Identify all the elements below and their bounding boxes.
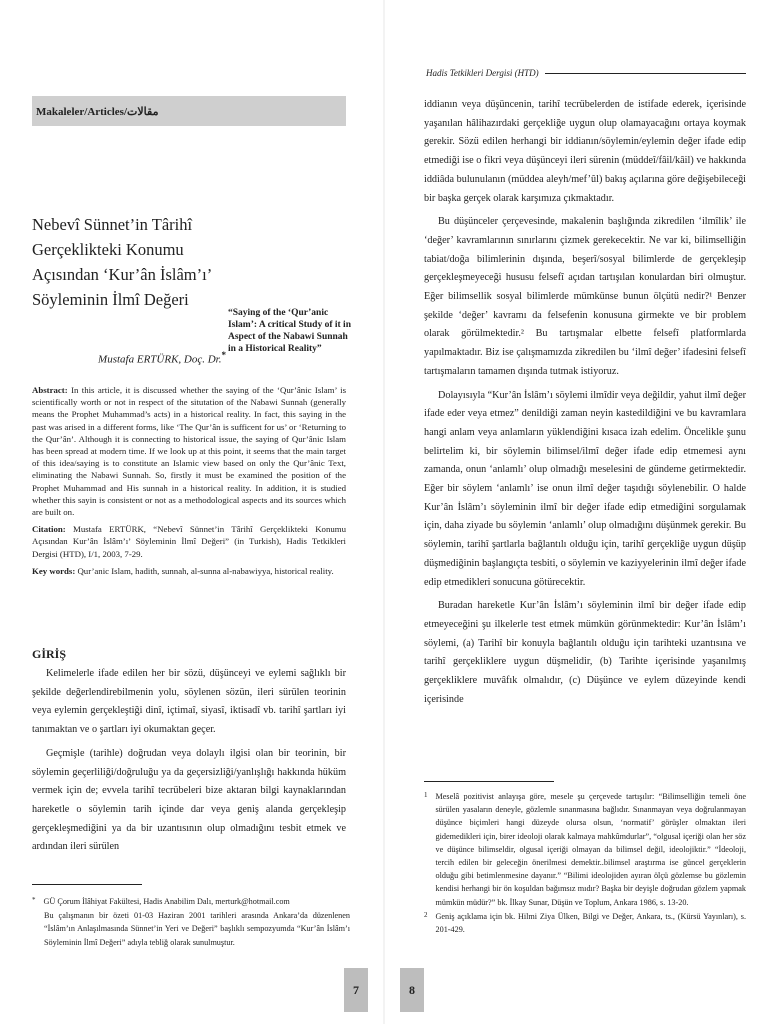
title-line: Gerçeklikteki Konumu xyxy=(32,240,184,259)
section-heading: GİRİŞ xyxy=(32,647,67,661)
footnote-item xyxy=(424,910,746,936)
footnote-mark: 2 xyxy=(424,910,428,919)
abstract-block xyxy=(32,384,346,582)
page-number: 7 xyxy=(344,968,368,1012)
citation-text: Mustafa ERTÜRK, “Nebevî Sünnet’in Târihî Gerçeklikteki Konumu Açısından Kur’ân İslâm’ı’ Söyleminin İlmî Değeri” (in Turkish), Hadis Tetkikleri Dergisi (HTD), I/1, 2003, 7-29. xyxy=(32,524,346,559)
author xyxy=(96,350,226,366)
header-rule xyxy=(545,73,746,74)
abstract-label: Abstract: xyxy=(32,385,68,395)
citation xyxy=(32,523,346,560)
keywords-label: Key words: xyxy=(32,565,76,576)
footnote-mark: * xyxy=(32,896,36,904)
keywords-text: Qur’anic Islam, hadith, sunnah, al-sunna al-nabawiyya, historical reality. xyxy=(77,565,334,576)
paragraph: iddianın veya düşüncenin, tarihî tecrübelerden de istifade ederek, içerisinde yaşanılan hâlihazırdaki gerçekliğe uygun olup olamayacağını ortaya koymak gerekir. Sözü edilen herhangi bir iddianın/söylemin/eylemin değer ifade edip etmediği ise o fikri veya düşünceyi ileri sürenin (müddeî/fâil/kâil) ve hakkında iddiâda bulunulanın (müddea aleyh/mef’ûl) bakış açılarına göre değişebileceği bir başka gerçek olarak karşımıza çıkmaktadır. xyxy=(424,99,746,204)
paragraph: Geçmişle (tarihle) doğrudan veya dolaylı ilgisi olan bir teorinin, bir söylemin geçerliliği/doğruluğu ya da geçersizliği/yanlışlığı hakkında hüküm vermek için de; evvela tarihî tecrübeleri bize aktaran bilgi kaynaklarından hareketle o söylemin tarih içinde dar veya geniş alanda gerçekleşip gerçekleşmediğini ya da bir uzantısının olup olmadığını tesbit etmek ve ardından ileri sürülen xyxy=(32,747,346,853)
abstract-text: In this article, it is discussed whether the saying of the ‘Qur’ânic Islam’ is scientifically worth or not in respect of the situtation of the Nabawi Sunnah (generally means the Prophet Muhammad’s acts) in a historical reality. In fact, this saying in the past was arised in a different forms, like ‘The Qur’ân is sufficent for us’ or ‘Returning to the Qur’ân’. Although it is connecting to historical issue, the saying of Qur’ânic Islam has been spread at modern time. If we look up at this point, it seems that the main target of this idea/saying is to constitute an Islamic view based on only the Qur’ânic Text, eliminating the Nabawi Sunnah. So, firstly it must be examined the position of the Prophet Muhammad and His sunnah in a historical reality. In addition, it is studied whether this sayin is consistent or not as a methodological aspects and its sources which are built on. xyxy=(32,385,347,518)
author-name: Mustafa ERTÜRK, Doç. Dr. xyxy=(98,353,222,366)
section-label: Makaleler/Articles/مقالات xyxy=(32,96,346,126)
footnote-text: Geniş açıklama için bk. Hilmi Ziya Ülken, Bilgi ve Değer, Ankara, ts., (Kürsü Yayınları), s. 201-429. xyxy=(435,911,746,935)
body-text xyxy=(424,96,746,715)
article-title xyxy=(32,212,232,312)
paragraph: Buradan hareketle Kur’ân İslâm’ı söyleminin ilmî bir değer ifade edip etmeyeceğini şu ilkelerle test etmek mümkün görünmektedir: Kur’ân İslâm’ı söylemi, (a) Tarihî bir konuyla bağlantılı olduğu için tarihteki uzantısına ve tarihî gerçekliklere uygun düşmelidir, (b) Tarihte içerisinde yaşanılmış gerçekliklere muvâfık olmalıdır, (c) Düşünce ve eylem düzeyinde kendi içerisinde xyxy=(424,600,746,705)
footnote-text: Meselâ pozitivist anlayışa göre, mesele şu çerçevede tartışılır: “Bilimselliğin temeli öne sürülen yasaların deneyle, gözlemle sınanmasına bağlıdır. Sınanmayan veya doğrulanmayan düşünce biçimleri hangi düzeyde olursa olsun, ‘normatif’ görüşler olmaktan ileri gidemedikleri için, birer ideoloji olarak kalmaya mahkûmdurlar”, “olgusal içeriği olan her söz ve düşünce bilimseldir, olgusal içeriği olmayan da bilimsel değil, ideolojiktir.” “İdeoloji, tercih edilen bir geleceğin önerilmesi demektir..bilimsel araştırma ise güncel gerçeklerin olduğu gibi betimlenmesine dayanır.” “Bilimi ideolojiden ayıran ölçü gözlemse bu gözlemin kendisi herhangi bir ön koşuldan bağımsız mıdır? Başka bir deyişle doğrudan gözlem yapmak mümkün müdür?” bk. İlkay Sunar, Düşün ve Toplum, Ankara 1986, s. 13-20. xyxy=(435,792,746,907)
right-page xyxy=(384,0,768,1024)
keywords xyxy=(32,565,346,577)
paragraph: Dolayısıyla “Kur’ân İslâm’ı söylemi ilmîdir veya değildir, yahut ilmî değer ifade eder veya etmez” denildiği zaman neyin kastedildiğini ve bu kavramlara hangi anlam veya anlamların yüklendiğini kısaca izah edelim. Öncelikle şunu belirtelim ki, bir söylemin bilimsel/ilmî değer ifade edip etmemesi aynı zamanda, onun ‘anlamlı’ olup olmadığı meselesini de gündeme getirmektedir. Eğer bir söylem ‘anlamlı’ ise onun ilmî değer taşıdığı söylenebilir. O halde Kur’ân İslâm’ı söyleminin ilmî bir değer ifade edip etmediğini sorgulamak için, daha ziyade bu söylemin ‘anlamlı’ olup olmadığını düşünmek gerekir. Bu söylemin, tarihî şartlarla bağlantılı olduğu için, tarihî gerçekliğe uygun düşüp düşmediğinin başlangıçta tesbiti, o söylemin ve kaziyyelerinin ilmî değer ifade edip etmedikleri sonucuna götürecektir. xyxy=(424,389,746,588)
footnotes xyxy=(32,895,350,949)
title-line: Açısından ‘Kur’ân İslâm’ı’ xyxy=(32,265,213,284)
paragraph: Kelimelerle ifade edilen her bir sözü, düşünceyi ve eylemi sağlıklı bir şekilde değerlendirebilmenin yolu, söylenen sözün, ileri sürülen teorinin veya eylemin gerçekleştiği dinî, içtimaî, siyasî, iktisadî vb. tarihî şartları iyi tanımaktan ve o şartları iyi okumaktan geçer. xyxy=(32,668,346,736)
journal-name: Hadis Tetkikleri Dergisi (HTD) xyxy=(426,68,539,78)
footnote-affiliation: GÜ Çorum İlâhiyat Fakültesi, Hadis Anabilim Dalı, merturk@hotmail.com xyxy=(43,897,290,906)
running-header xyxy=(426,68,746,78)
citation-label: Citation: xyxy=(32,524,66,535)
abstract xyxy=(32,384,346,518)
footnote-note: Bu çalışmanın bir özeti 01-03 Haziran 2001 tarihleri arasında Ankara’da düzenlenen “İslâm’ın Anlaşılmasında Sünnet’in Yeri ve Değeri” başlıklı sempozyumda “Kur’ân İslâm’ı Söyleminin İlmî Değeri” adıyla tebliğ olarak sunulmuştur. xyxy=(44,911,350,947)
footnote-rule xyxy=(424,781,554,782)
english-title: “Saying of the ‘Qur’anic Islam’: A critical Study of it in Aspect of the Nabawi Sunnah in a Historical Reality” xyxy=(228,308,351,354)
body-text xyxy=(32,665,346,862)
footnote-item xyxy=(32,895,350,908)
title-line: Söyleminin İlmî Değeri xyxy=(32,290,189,309)
footnote-item xyxy=(424,790,746,909)
paragraph: Bu düşünceler çerçevesinde, makalenin başlığında zikredilen ‘ilmîlik’ ile ‘değer’ kavramlarının sınırlarını çizmek gerekecektir. Ne var ki, bilimselliğin tabiat/doğa bilimlerinin dışında, beşerî/sosyal bilimlerde de gerçekleşip gerçekleşmeyeceği hususu felsefî açıdan tartışılan konulardan biri olmuştur. Eğer bilimsellik sosyal bilimlerde mümkünse bunun ölçütü nedir?¹ Benzer şekilde ‘değer’ kavramı da felsefenin konusuna girmekte ve bir problem olarak görülmektedir.² Bu tartışmalar elbette felsefî platformlarda yapılmaktadır. Biz ise çalışmamızda zikredilen bu ‘ilmî değer’ ifadesini felsefî tartışmaların tamamen dışında tutmak istiyoruz. xyxy=(424,216,746,377)
page-number: 8 xyxy=(400,968,424,1012)
author-footnote-mark[interactable]: * xyxy=(221,350,226,360)
footnote-rule xyxy=(32,884,142,885)
title-line: Nebevî Sünnet’in Târihî xyxy=(32,215,193,234)
footnotes xyxy=(424,790,746,937)
footnote-mark: 1 xyxy=(424,791,428,799)
